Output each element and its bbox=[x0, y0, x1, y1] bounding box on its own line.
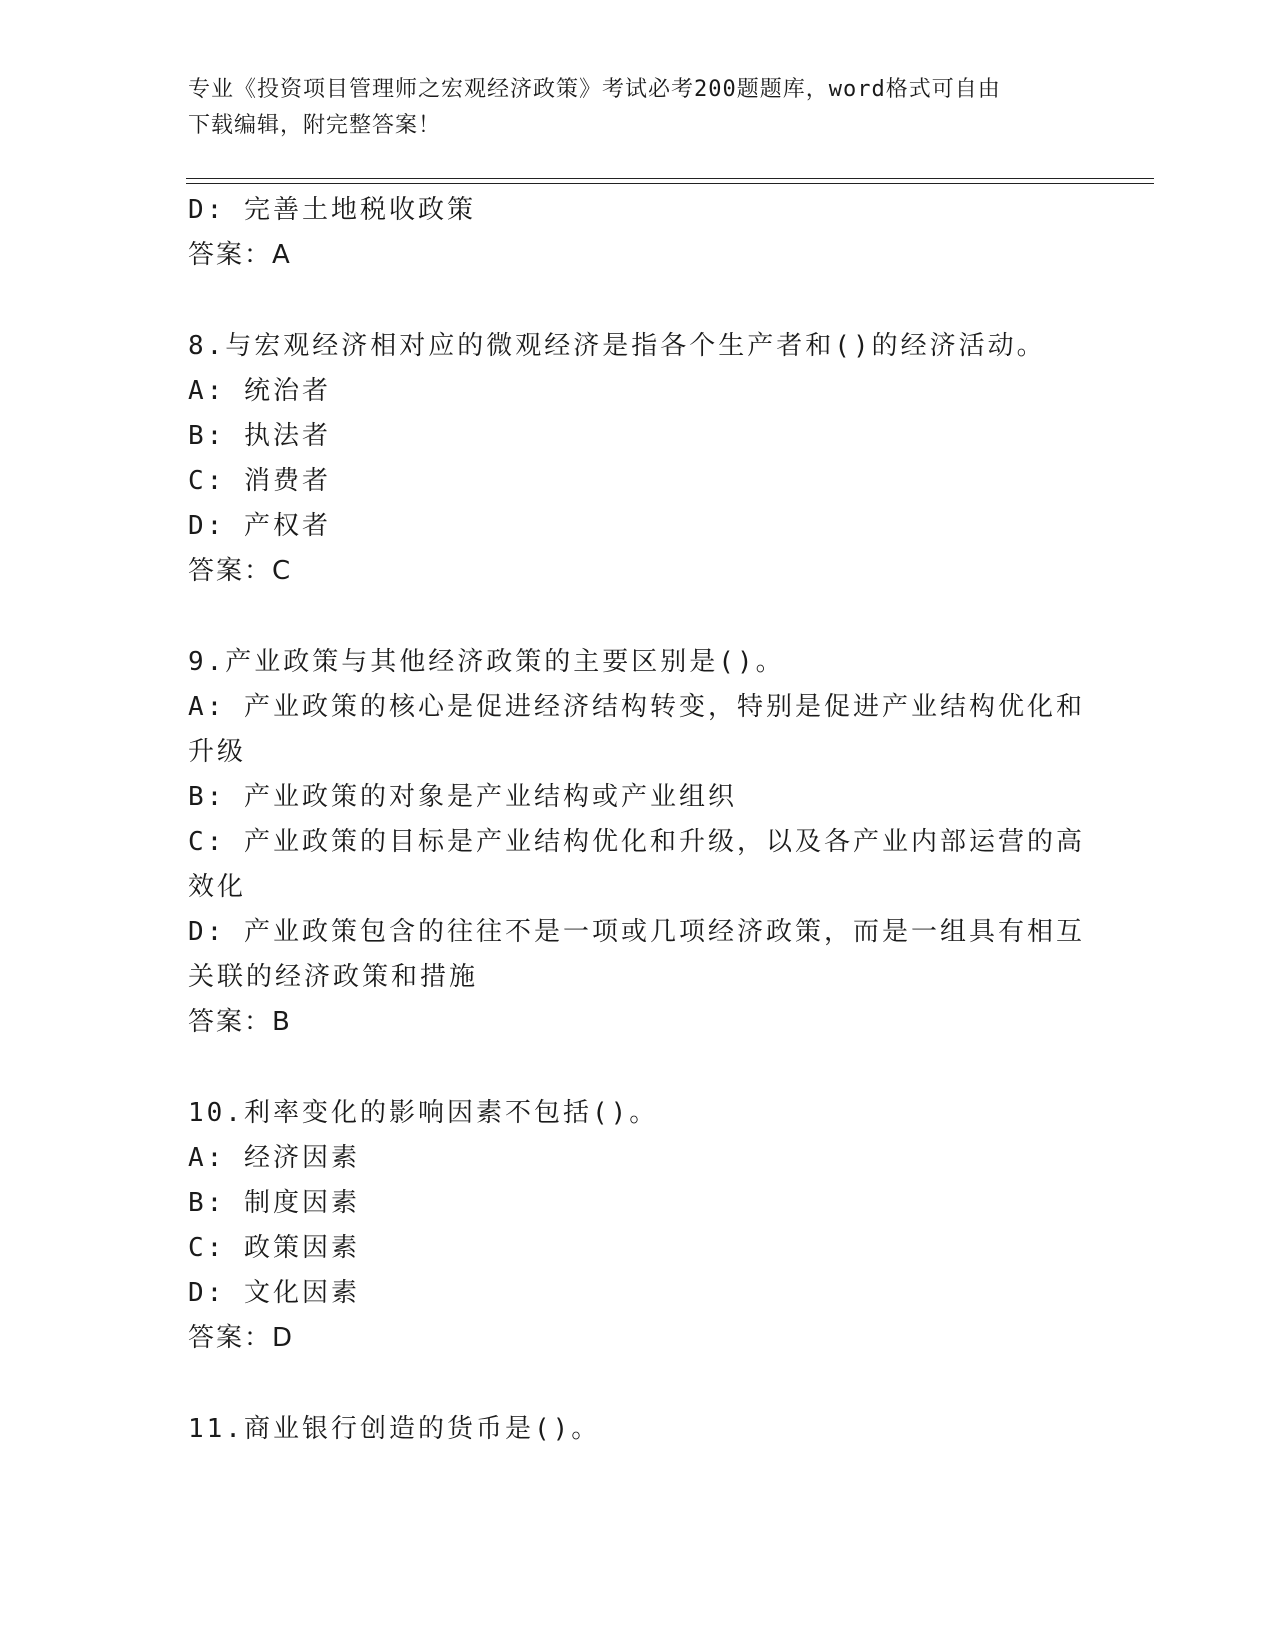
option-b: B: 产业政策的对象是产业结构或产业组织 bbox=[188, 782, 737, 812]
option-b: B: 制度因素 bbox=[188, 1188, 360, 1218]
answer: 答案：C bbox=[188, 556, 293, 586]
answer: 答案：B bbox=[188, 1007, 292, 1037]
header-rule-bottom bbox=[186, 183, 1154, 184]
document-body bbox=[188, 188, 1088, 1452]
document-header bbox=[188, 72, 1068, 144]
question-10 bbox=[188, 1091, 1088, 1361]
question-text: 8.与宏观经济相对应的微观经济是指各个生产者和()的经济活动。 bbox=[188, 331, 1046, 361]
option-c: C: 产业政策的目标是产业结构优化和升级，以及各产业内部运营的高效化 bbox=[188, 827, 1085, 902]
header-line-1: 专业《投资项目管理师之宏观经济政策》考试必考200题题库，word格式可自由 bbox=[188, 77, 1001, 102]
question-9 bbox=[188, 640, 1088, 1045]
option-a: A: 统治者 bbox=[188, 376, 331, 406]
option-d: D: 文化因素 bbox=[188, 1278, 360, 1308]
option-a: A: 经济因素 bbox=[188, 1143, 360, 1173]
option-d: D: 产权者 bbox=[188, 511, 331, 541]
answer: 答案：D bbox=[188, 1323, 295, 1353]
option-b: B: 执法者 bbox=[188, 421, 331, 451]
option-a: A: 产业政策的核心是促进经济结构转变，特别是促进产业结构优化和升级 bbox=[188, 692, 1085, 767]
carryover-answer: 答案：A bbox=[188, 240, 292, 270]
header-rule-top bbox=[186, 178, 1154, 179]
question-text: 9.产业政策与其他经济政策的主要区别是()。 bbox=[188, 647, 785, 677]
option-c: C: 消费者 bbox=[188, 466, 331, 496]
carryover-option-d: D: 完善土地税收政策 bbox=[188, 195, 476, 225]
question-11 bbox=[188, 1407, 1088, 1452]
question-8 bbox=[188, 324, 1088, 594]
question-text: 10.利率变化的影响因素不包括()。 bbox=[188, 1098, 659, 1128]
header-line-2: 下载编辑，附完整答案！ bbox=[188, 113, 442, 138]
option-d: D: 产业政策包含的往往不是一项或几项经济政策，而是一组具有相互关联的经济政策和措施 bbox=[188, 917, 1085, 992]
question-text: 11.商业银行创造的货币是()。 bbox=[188, 1414, 601, 1444]
option-c: C: 政策因素 bbox=[188, 1233, 360, 1263]
